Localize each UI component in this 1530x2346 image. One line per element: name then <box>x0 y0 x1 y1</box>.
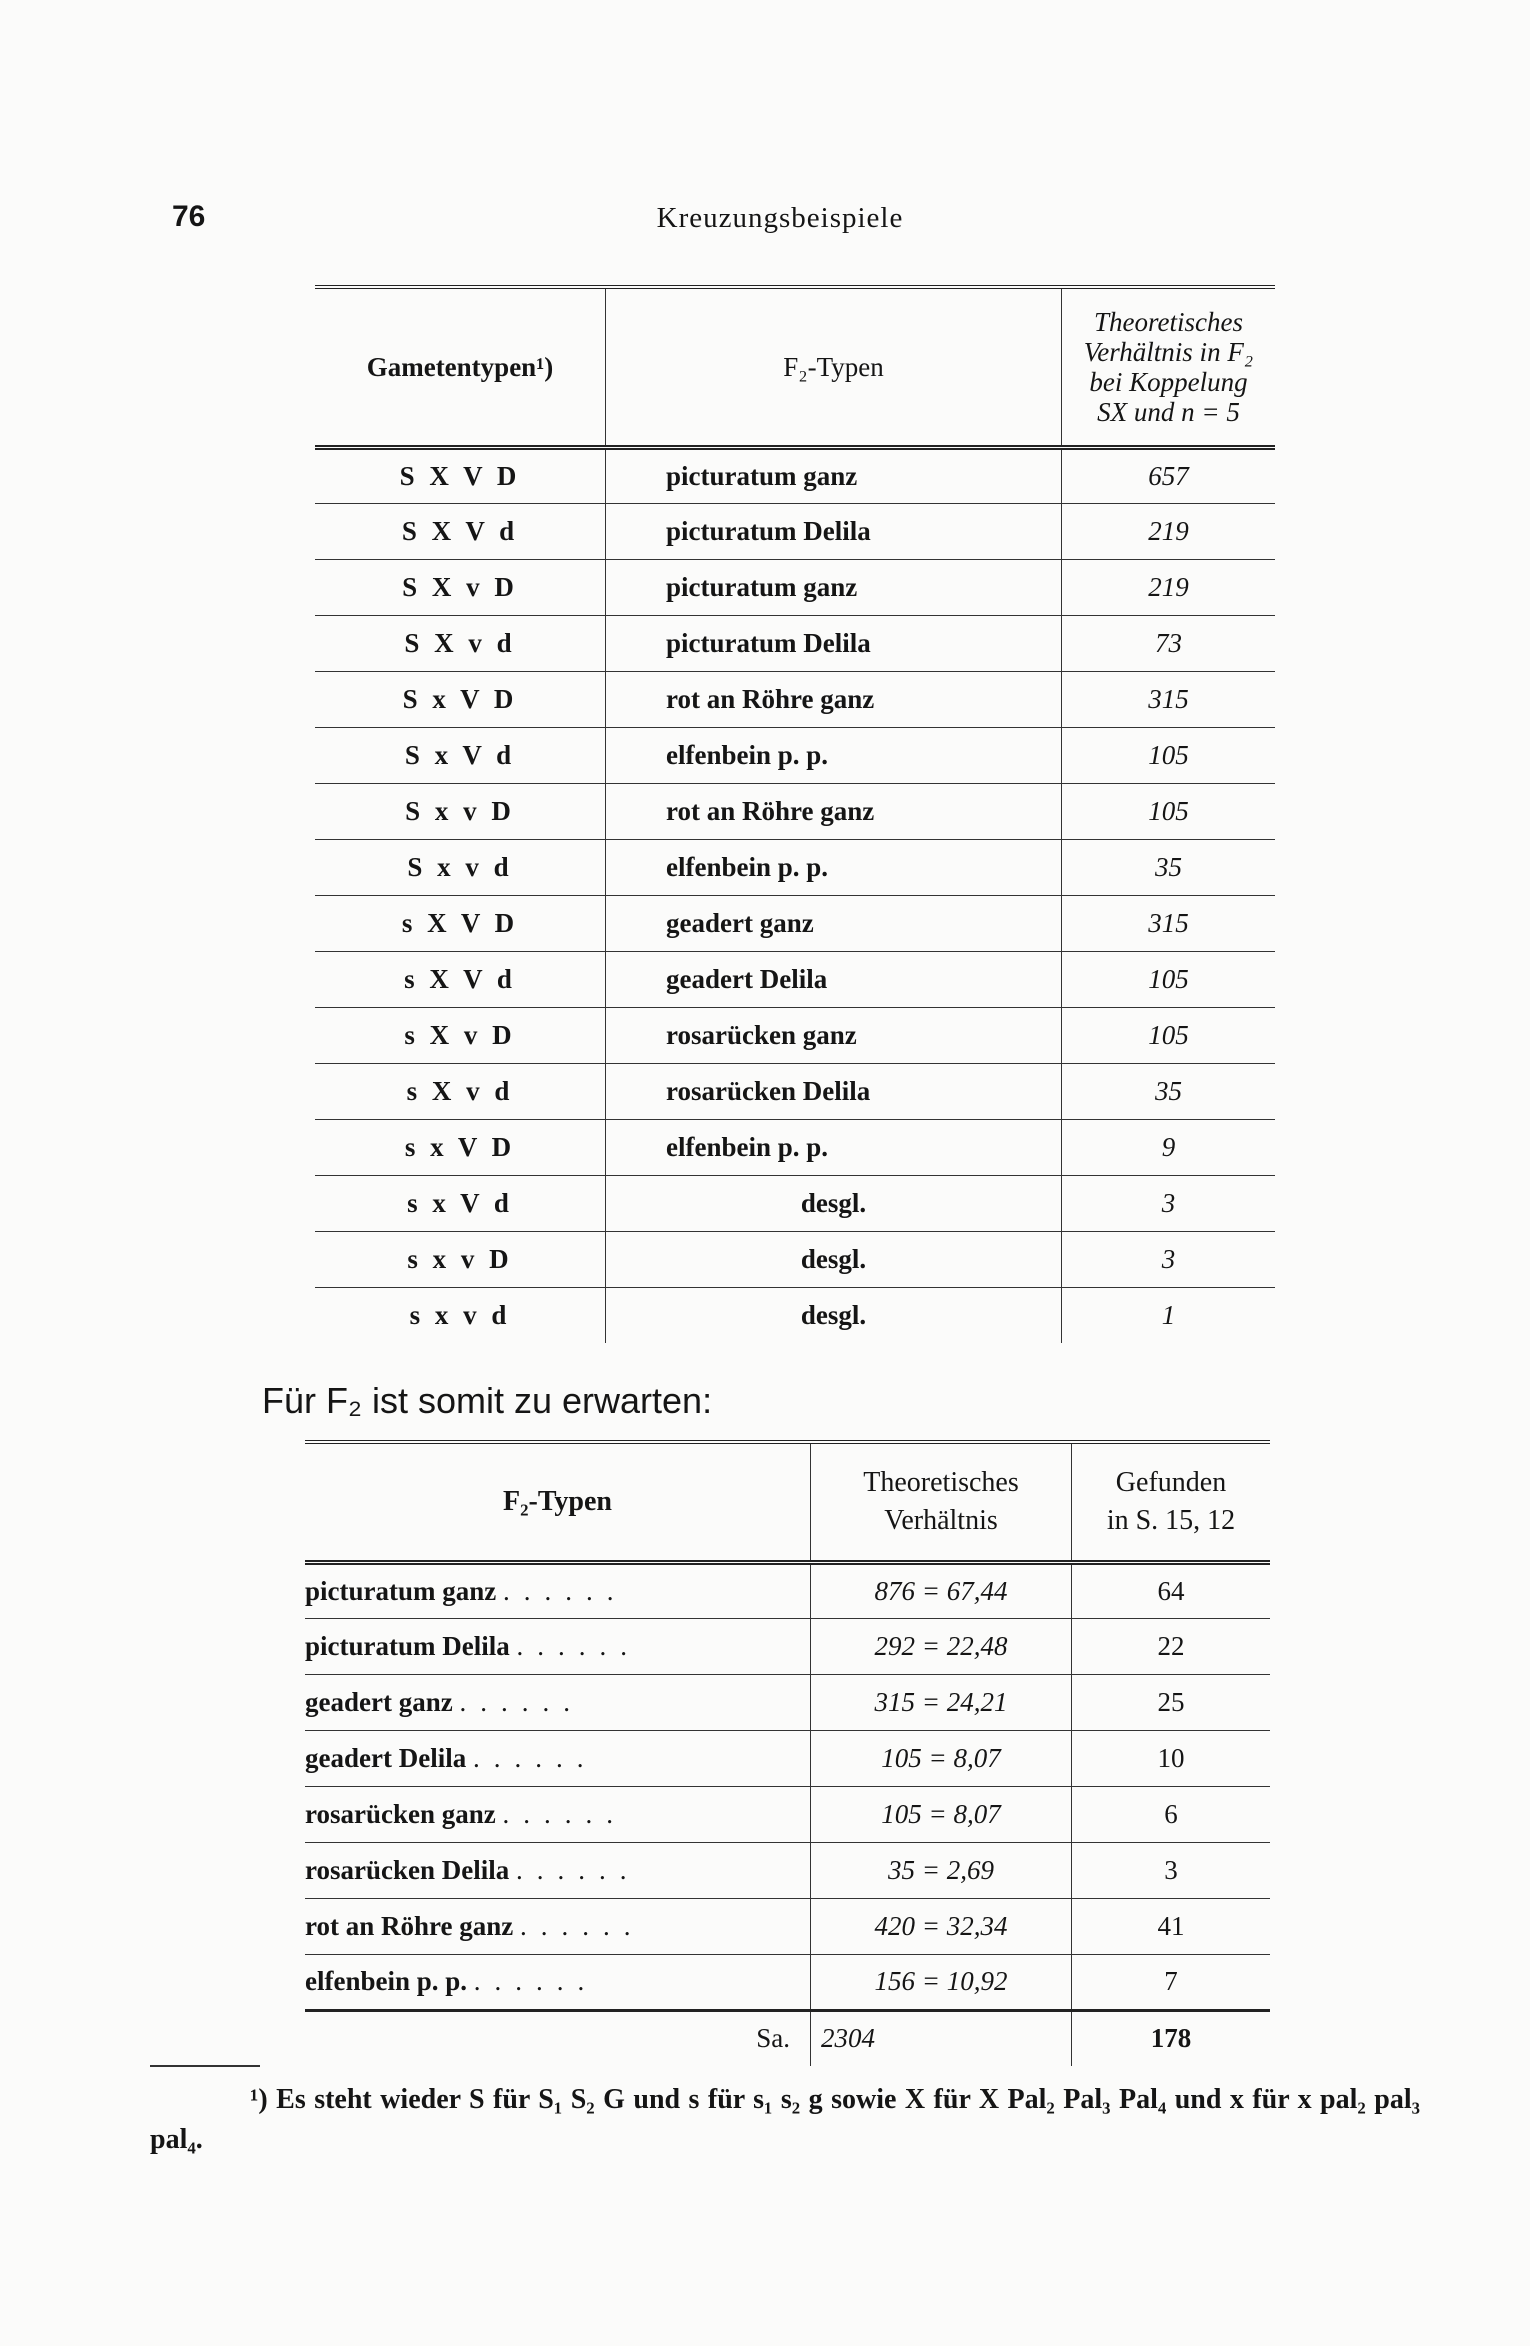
ratio-cell: 73 <box>1155 627 1182 658</box>
ratio-cell: 35 = 2,69 <box>811 1842 1072 1898</box>
table-row <box>315 671 1275 727</box>
type-cell: rot an Röhre ganz <box>606 671 1062 727</box>
header-ratio-line: Theoretisches <box>1094 306 1243 337</box>
table-row <box>315 559 1275 615</box>
table-row <box>315 1287 1275 1343</box>
table-row <box>315 727 1275 783</box>
found-cell: 22 <box>1157 1630 1185 1661</box>
found-cell: 3 <box>1164 1854 1178 1885</box>
header-ratio <box>811 1442 1072 1562</box>
header-gametes: Gametentypen¹) <box>315 287 606 447</box>
header-types: F₂-Typen <box>305 1442 811 1562</box>
found-cell: 64 <box>1157 1575 1185 1606</box>
header-types: F₂-Typen <box>606 287 1062 447</box>
found-cell: 25 <box>1157 1686 1185 1717</box>
found-cell: 7 <box>1164 1966 1178 1996</box>
ratio-cell: 105 <box>1148 739 1189 770</box>
ratio-cell: 35 <box>1155 851 1182 882</box>
ratio-cell: 35 <box>1155 1075 1182 1106</box>
type-cell: picturatum ganz <box>606 559 1062 615</box>
table-row <box>305 1562 1270 1618</box>
gamete-cell: S X v D <box>315 559 606 615</box>
gamete-cell: s X v d <box>315 1063 606 1119</box>
gamete-cell: s x v D <box>315 1231 606 1287</box>
header-ratio-line: bei Koppelung <box>1089 366 1248 397</box>
ratio-cell: 292 = 22,48 <box>811 1618 1072 1674</box>
gamete-cell: s x V D <box>315 1119 606 1175</box>
type-cell: rosarücken ganz <box>606 1007 1062 1063</box>
ratio-cell: 315 <box>1148 907 1189 938</box>
ratio-cell: 156 = 10,92 <box>811 1954 1072 2010</box>
table-row <box>305 1786 1270 1842</box>
gamete-types-table <box>315 285 1275 1343</box>
ratio-cell: 105 <box>1148 795 1189 826</box>
footnote: ¹) Es steht wieder S für S₁ S₂ G und s für s₁ s₂ g sowie X für X Pal₂ Pal₃ Pal₄ und x für x pal₂ pal₃ pal₄. <box>150 2084 1420 2155</box>
ratio-cell: 105 <box>1148 963 1189 994</box>
type-cell: geadert Delila ...... <box>305 1730 811 1786</box>
type-cell: geadert Delila <box>606 951 1062 1007</box>
found-cell: 6 <box>1164 1798 1178 1829</box>
sum-row <box>305 2010 1270 2066</box>
table-row <box>315 895 1275 951</box>
page-number: 76 <box>172 200 206 233</box>
ratio-cell: 3 <box>1161 1243 1176 1274</box>
table-row <box>315 839 1275 895</box>
table-row <box>305 1898 1270 1954</box>
header-ratio-line: SX und n = 5 <box>1097 396 1240 427</box>
table-row <box>305 1842 1270 1898</box>
sum-ratio: 2304 <box>811 2010 1072 2066</box>
sum-found: 178 <box>1150 2023 1192 2054</box>
running-head: Kreuzungsbeispiele <box>656 202 904 234</box>
type-cell: desgl. <box>606 1231 1062 1287</box>
ratio-cell: 9 <box>1161 1131 1176 1162</box>
ratio-cell: 657 <box>1148 460 1189 491</box>
type-cell: geadert ganz ...... <box>305 1674 811 1730</box>
gamete-cell: S x V D <box>315 671 606 727</box>
header-ratio-line: Theoretisches <box>863 1466 1019 1498</box>
type-cell: picturatum Delila ...... <box>305 1618 811 1674</box>
ratio-cell: 315 <box>1148 683 1189 714</box>
gamete-cell: S X v d <box>315 615 606 671</box>
gamete-cell: S x v d <box>315 839 606 895</box>
table-row <box>315 447 1275 503</box>
ratio-cell: 315 = 24,21 <box>811 1674 1072 1730</box>
type-cell: rot an Röhre ganz <box>606 783 1062 839</box>
header-ratio <box>1062 287 1276 447</box>
header-found-line: Gefunden <box>1115 1466 1227 1498</box>
ratio-cell: 219 <box>1148 515 1189 546</box>
table-row <box>315 951 1275 1007</box>
ratio-cell: 105 = 8,07 <box>811 1786 1072 1842</box>
type-cell: geadert ganz <box>606 895 1062 951</box>
table-header-row <box>305 1442 1270 1562</box>
expected-ratio-table <box>305 1440 1270 2066</box>
section-heading: Für F₂ ist somit zu erwarten: <box>262 1380 713 1421</box>
table-row <box>305 1674 1270 1730</box>
type-cell: rosarücken ganz ...... <box>305 1786 811 1842</box>
table-row <box>315 1119 1275 1175</box>
found-cell: 10 <box>1157 1742 1185 1773</box>
ratio-cell: 105 <box>1148 1019 1189 1050</box>
sum-label: Sa. <box>305 2010 811 2066</box>
found-cell: 41 <box>1157 1910 1185 1941</box>
type-cell: elfenbein p. p. <box>606 1119 1062 1175</box>
type-cell: desgl. <box>606 1287 1062 1343</box>
type-cell: picturatum Delila <box>606 503 1062 559</box>
type-cell: rot an Röhre ganz ...... <box>305 1898 811 1954</box>
header-ratio-line: Verhältnis <box>884 1504 998 1536</box>
ratio-cell: 219 <box>1148 571 1189 602</box>
table-row <box>315 503 1275 559</box>
table-row <box>315 1231 1275 1287</box>
gamete-cell: S X V D <box>315 447 606 503</box>
gamete-cell: s X V D <box>315 895 606 951</box>
header-found-line: in S. 15, 12 <box>1106 1504 1236 1536</box>
type-cell: elfenbein p. p. <box>606 839 1062 895</box>
table-row <box>315 1007 1275 1063</box>
gamete-cell: s X V d <box>315 951 606 1007</box>
table-row <box>315 1175 1275 1231</box>
gamete-cell: s x v d <box>315 1287 606 1343</box>
table-row <box>315 615 1275 671</box>
table-row <box>305 1618 1270 1674</box>
header-ratio-line: Verhältnis in F₂ <box>1083 336 1254 367</box>
type-cell: rosarücken Delila ...... <box>305 1842 811 1898</box>
ratio-cell: 420 = 32,34 <box>811 1898 1072 1954</box>
type-cell: picturatum ganz ...... <box>305 1562 811 1618</box>
ratio-cell: 3 <box>1161 1187 1176 1218</box>
type-cell: desgl. <box>606 1175 1062 1231</box>
gamete-cell: S x V d <box>315 727 606 783</box>
gamete-cell: S x v D <box>315 783 606 839</box>
type-cell: picturatum ganz <box>606 447 1062 503</box>
table-row <box>305 1954 1270 2010</box>
gamete-cell: s x V d <box>315 1175 606 1231</box>
type-cell: elfenbein p. p. <box>606 727 1062 783</box>
table-row <box>315 783 1275 839</box>
table-row <box>315 1063 1275 1119</box>
ratio-cell: 1 <box>1161 1299 1176 1330</box>
type-cell: rosarücken Delila <box>606 1063 1062 1119</box>
table-row <box>305 1730 1270 1786</box>
type-cell: elfenbein p. p. ...... <box>305 1954 811 2010</box>
footnote-rule <box>150 2065 260 2067</box>
type-cell: picturatum Delila <box>606 615 1062 671</box>
table-header-row <box>315 287 1275 447</box>
ratio-cell: 105 = 8,07 <box>811 1730 1072 1786</box>
header-found <box>1072 1442 1271 1562</box>
ratio-cell: 876 = 67,44 <box>811 1562 1072 1618</box>
gamete-cell: s X v D <box>315 1007 606 1063</box>
gamete-cell: S X V d <box>315 503 606 559</box>
